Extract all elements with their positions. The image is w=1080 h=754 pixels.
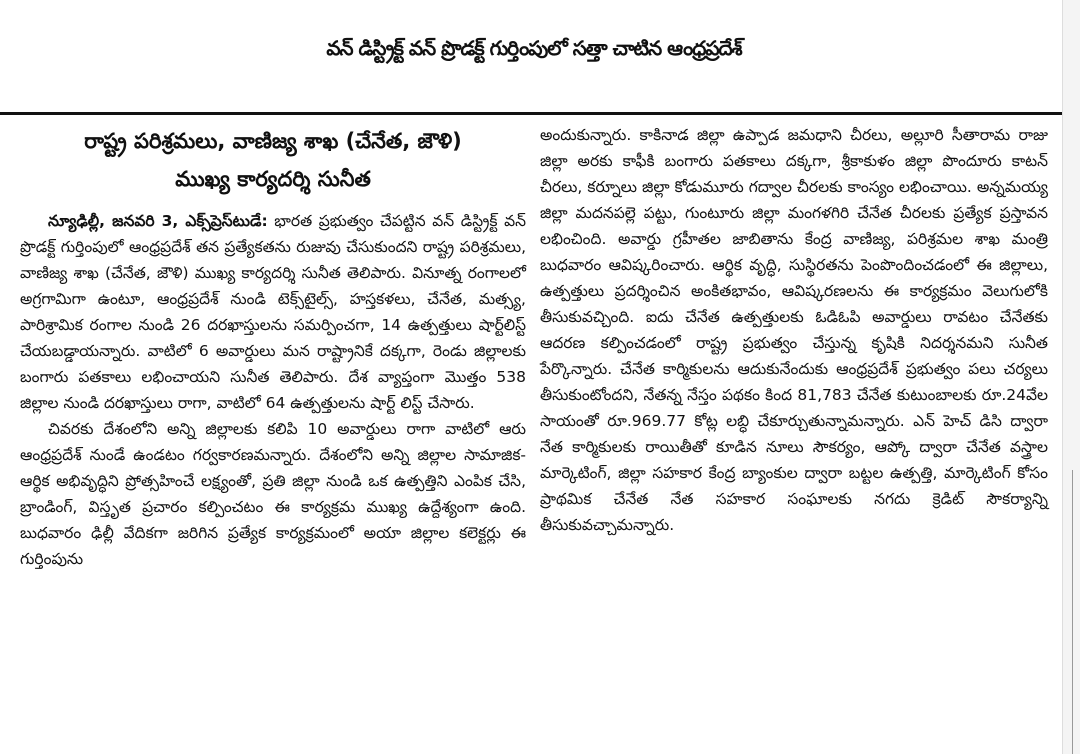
headline-rule xyxy=(0,112,1064,115)
headline: వన్ డిస్ట్రిక్ట్ వన్ ప్రొడక్ట్ గుర్తింపులో సత్తా చాటిన ఆంధ్రప్రదేశ్ xyxy=(326,36,742,60)
adjacent-article-edge xyxy=(1062,0,1080,754)
paragraph-1-text: భారత ప్రభుత్వం చేపట్టిన వన్ డిస్ట్రిక్ట్ వన్ ప్రొడక్ట్ గుర్తింపులో ఆంధ్రప్రదేశ్ తన ప్రత్యేకతను రుజువు చేసుకుందని రాష్ట్ర పరిశ్రమలు, వాణిజ్య శాఖ (చేనేత, జౌళి) ముఖ్య కార్యదర్శి సునీత తెలిపారు. వినూత్న రంగాలలో అగ్రగామిగా ఉంటూ, ఆంధ్రప్రదేశ్ నుండి టెక్స్‌టైల్స్, హస్తకళలు, చేనేత, మత్స్య, పారిశ్రామిక రంగాల నుండి 26 దరఖాస్తులను సమర్పించగా, 14 ఉత్పత్తులు షార్ట్‌లిస్ట్ చేయబడ్డాయన్నారు. వాటిలో 6 అవార్డులు మన రాష్ట్రానికే దక్కగా, రెండు జిల్లాలకు బంగారు పతకాలు లభించాయని సునీత తెలిపారు. దేశ వ్యాప్తంగా మొత్తం 538 జిల్లాల నుండి దరఖాస్తులు రాగా, వాటిలో 64 ఉత్పత్తులను షార్ట్ లిస్ట్ చేసారు. xyxy=(20,212,526,412)
article-column-left xyxy=(20,122,526,572)
article-paragraph-1 xyxy=(20,208,526,416)
subhead-line-2: ముఖ్య కార్యదర్శి సునీత xyxy=(175,167,371,191)
dateline: న్యూఢిల్లీ, జనవరి 3, ఎక్స్‌ప్రెస్‌టుడే: xyxy=(48,212,268,230)
article-paragraph-3: అందుకున్నారు. కాకినాడ జిల్లా ఉప్పాడ జమధాని చీరలు, అల్లూరి సీతారామ రాజు జిల్లా అరకు కాఫీకి బంగారు పతకాలు దక్కగా, శ్రీకాకుళం జిల్లా పొందూరు కాటన్ చీరలు, కర్నూలు జిల్లా కోడుమూరు గద్వాల చీరలకు కాంస్యం లభించాయి. అన్నమయ్య జిల్లా మదనపల్లె పట్టు, గుంటూరు జిల్లా మంగళగిరి చేనేత చీరలకు ప్రత్యేక ప్రస్తావన లభించింది. అవార్డు గ్రహీతల జాబితాను కేంద్ర వాణిజ్య, పరిశ్రమల శాఖ మంత్రి బుధవారం ఆవిష్కరించారు. ఆర్థిక వృద్ధి, సుస్థిరతను పెంపొందించడంలో ఈ జిల్లాలు, ఉత్పత్తులు ప్రదర్శించిన అంకితభావం, ఆవిష్కరణలను ఈ కార్యక్రమం వెలుగులోకి తీసుకువచ్చింది. ఐదు చేనేత ఉత్పత్తులకు ఓడిఓపి అవార్డులు రావటం చేనేతకు ఆదరణ కల్పించడంలో రాష్ట్ర ప్రభుత్వం చేస్తున్న కృషికి నిదర్శనమని సునీత పేర్కొన్నారు. చేనేత కార్మికులను ఆదుకునేందుకు ఆంధ్రప్రదేశ్ ప్రభుత్వం పలు చర్యలు తీసుకుంటోందని, నేతన్న నేస్తం పథకం కింద 81,783 చేనేత కుటుంబాలకు రూ.24వేల సాయంతో రూ.969.77 కోట్ల లబ్ధి చేకూర్చుతున్నామన్నారు. ఎన్ హెచ్ డిసి ద్వారా నేత కార్మికులకు రాయితీతో కూడిన నూలు సౌకర్యం, ఆప్కో ద్వారా చేనేత వస్త్రాల మార్కెటింగ్, జిల్లా సహకార కేంద్ర బ్యాంకుల ద్వారా బట్టల ఉత్పత్తి, మార్కెటింగ్ కోసం ప్రాథమిక చేనేత నేత సహకార సంఘాలకు నగదు క్రెడిట్ సౌకర్యాన్ని తీసుకువచ్చామన్నారు. xyxy=(540,126,1048,534)
article-column-right xyxy=(540,122,1048,538)
article-paragraph-2: చివరకు దేశంలోని అన్ని జిల్లాలకు కలిపి 10 అవార్డులు రాగా వాటిలో ఆరు ఆంధ్రప్రదేశ్ నుండే ఉండటం గర్వకారణమన్నారు. దేశంలోని అన్ని జిల్లాల సామాజిక-ఆర్థిక అభివృద్ధిని ప్రోత్సహించే లక్ష్యంతో, ప్రతి జిల్లా నుండి ఒక ఉత్పత్తిని ఎంపిక చేసి, బ్రాండింగ్, విస్తృత ప్రచారం కల్పించటం ఈ కార్యక్రమ ముఖ్య ఉద్దేశ్యంగా ఉంది. బుధవారం ఢిల్లీ వేదికగా జరిగిన ప్రత్యేక కార్యక్రమంలో అయా జిల్లాల కలెక్టర్లు ఈ గుర్తింపును xyxy=(20,420,526,568)
adjacent-column-divider xyxy=(1072,470,1073,754)
subhead-line-1: రాష్ట్ర పరిశ్రమలు, వాణిజ్య శాఖ (చేనేత, జౌళి) xyxy=(84,129,462,153)
